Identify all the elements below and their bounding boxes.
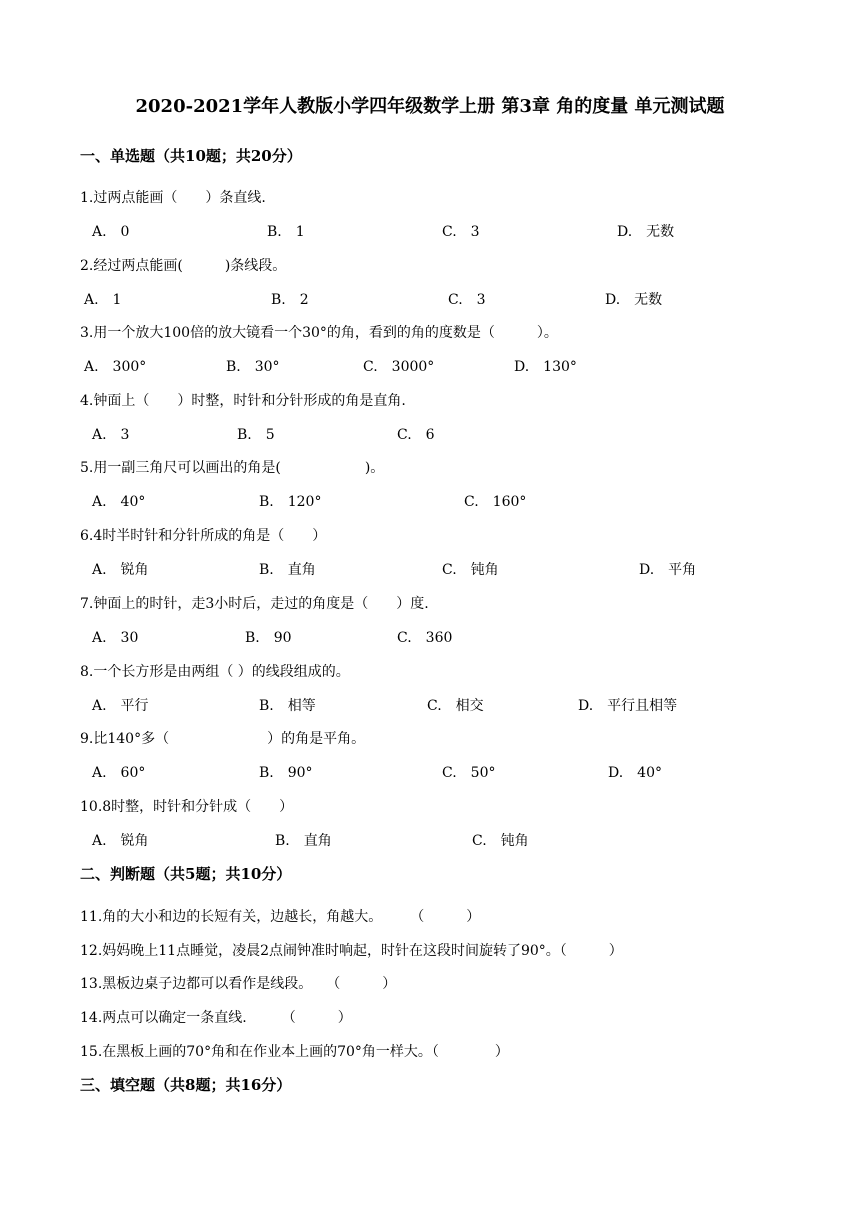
q1-option-c: C. 3 bbox=[442, 224, 480, 240]
question-2: 2.经过两点能画( )条线段。 bbox=[80, 258, 287, 274]
q7-option-a: A. 30 bbox=[92, 630, 139, 646]
q8-option-b: B. 相等 bbox=[259, 698, 316, 714]
q1-option-b: B. 1 bbox=[267, 224, 305, 240]
question-9: 9.比140°多（ ）的角是平角。 bbox=[80, 731, 366, 747]
q7-option-c: C. 360 bbox=[397, 630, 453, 646]
question-13: 13.黑板边桌子边都可以看作是线段。 （ ） bbox=[80, 976, 397, 992]
q7-option-b: B. 90 bbox=[245, 630, 292, 646]
q6-option-a: A. 锐角 bbox=[92, 562, 149, 578]
q5-option-b: B. 120° bbox=[259, 494, 322, 510]
q2-option-b: B. 2 bbox=[271, 292, 309, 308]
page-title: 2020-2021学年人教版小学四年级数学上册 第3章 角的度量 单元测试题 bbox=[135, 96, 725, 117]
q9-option-b: B. 90° bbox=[259, 765, 313, 781]
q2-option-d: D. 无数 bbox=[605, 292, 663, 308]
q10-option-a: A. 锐角 bbox=[92, 833, 149, 849]
q2-option-a: A. 1 bbox=[84, 292, 122, 308]
section-heading-single-choice: 一、单选题（共10题；共20分） bbox=[80, 147, 302, 165]
q5-option-a: A. 40° bbox=[92, 494, 146, 510]
question-7: 7.钟面上的时针，走3小时后，走过的角度是（ ）度. bbox=[80, 596, 429, 612]
question-15: 15.在黑板上画的70°角和在作业本上画的70°角一样大。（ ） bbox=[80, 1044, 509, 1060]
question-14: 14.两点可以确定一条直线. （ ） bbox=[80, 1010, 352, 1026]
section-heading-true-false: 二、判断题（共5题；共10分） bbox=[80, 865, 292, 883]
question-1: 1.过两点能画（ ）条直线. bbox=[80, 190, 266, 206]
question-11: 11.角的大小和边的长短有关，边越长，角越大。 （ ） bbox=[80, 909, 481, 925]
q10-option-c: C. 钝角 bbox=[472, 833, 529, 849]
q1-option-a: A. 0 bbox=[92, 224, 130, 240]
q2-option-c: C. 3 bbox=[448, 292, 486, 308]
question-10: 10.8时整，时针和分针成（ ） bbox=[80, 799, 294, 815]
q10-option-b: B. 直角 bbox=[275, 833, 332, 849]
question-6: 6.4时半时针和分针所成的角是（ ） bbox=[80, 528, 327, 544]
q3-option-c: C. 3000° bbox=[363, 359, 435, 375]
q3-option-b: B. 30° bbox=[226, 359, 280, 375]
question-4: 4.钟面上（ ）时整，时针和分针形成的角是直角. bbox=[80, 393, 406, 409]
q8-option-d: D. 平行且相等 bbox=[578, 698, 678, 714]
q4-option-b: B. 5 bbox=[237, 427, 275, 443]
q3-option-a: A. 300° bbox=[84, 359, 147, 375]
question-8: 8.一个长方形是由两组（ ）的线段组成的。 bbox=[80, 664, 350, 680]
q4-option-a: A. 3 bbox=[92, 427, 130, 443]
q9-option-a: A. 60° bbox=[92, 765, 146, 781]
q8-option-c: C. 相交 bbox=[427, 698, 484, 714]
question-5: 5.用一副三角尺可以画出的角是( )。 bbox=[80, 460, 385, 476]
q1-option-d: D. 无数 bbox=[617, 224, 675, 240]
q6-option-b: B. 直角 bbox=[259, 562, 316, 578]
q9-option-c: C. 50° bbox=[442, 765, 496, 781]
section-heading-fill-blank: 三、填空题（共8题；共16分） bbox=[80, 1076, 292, 1094]
question-12: 12.妈妈晚上11点睡觉，凌晨2点闹钟准时响起，时针在这段时间旋转了90°。（ ） bbox=[80, 943, 623, 959]
question-3: 3.用一个放大100倍的放大镜看一个30°的角，看到的角的度数是（ ）。 bbox=[80, 325, 558, 341]
q6-option-d: D. 平角 bbox=[639, 562, 697, 578]
q9-option-d: D. 40° bbox=[608, 765, 662, 781]
q6-option-c: C. 钝角 bbox=[442, 562, 499, 578]
q4-option-c: C. 6 bbox=[397, 427, 435, 443]
q5-option-c: C. 160° bbox=[464, 494, 527, 510]
q8-option-a: A. 平行 bbox=[92, 698, 149, 714]
q3-option-d: D. 130° bbox=[514, 359, 577, 375]
